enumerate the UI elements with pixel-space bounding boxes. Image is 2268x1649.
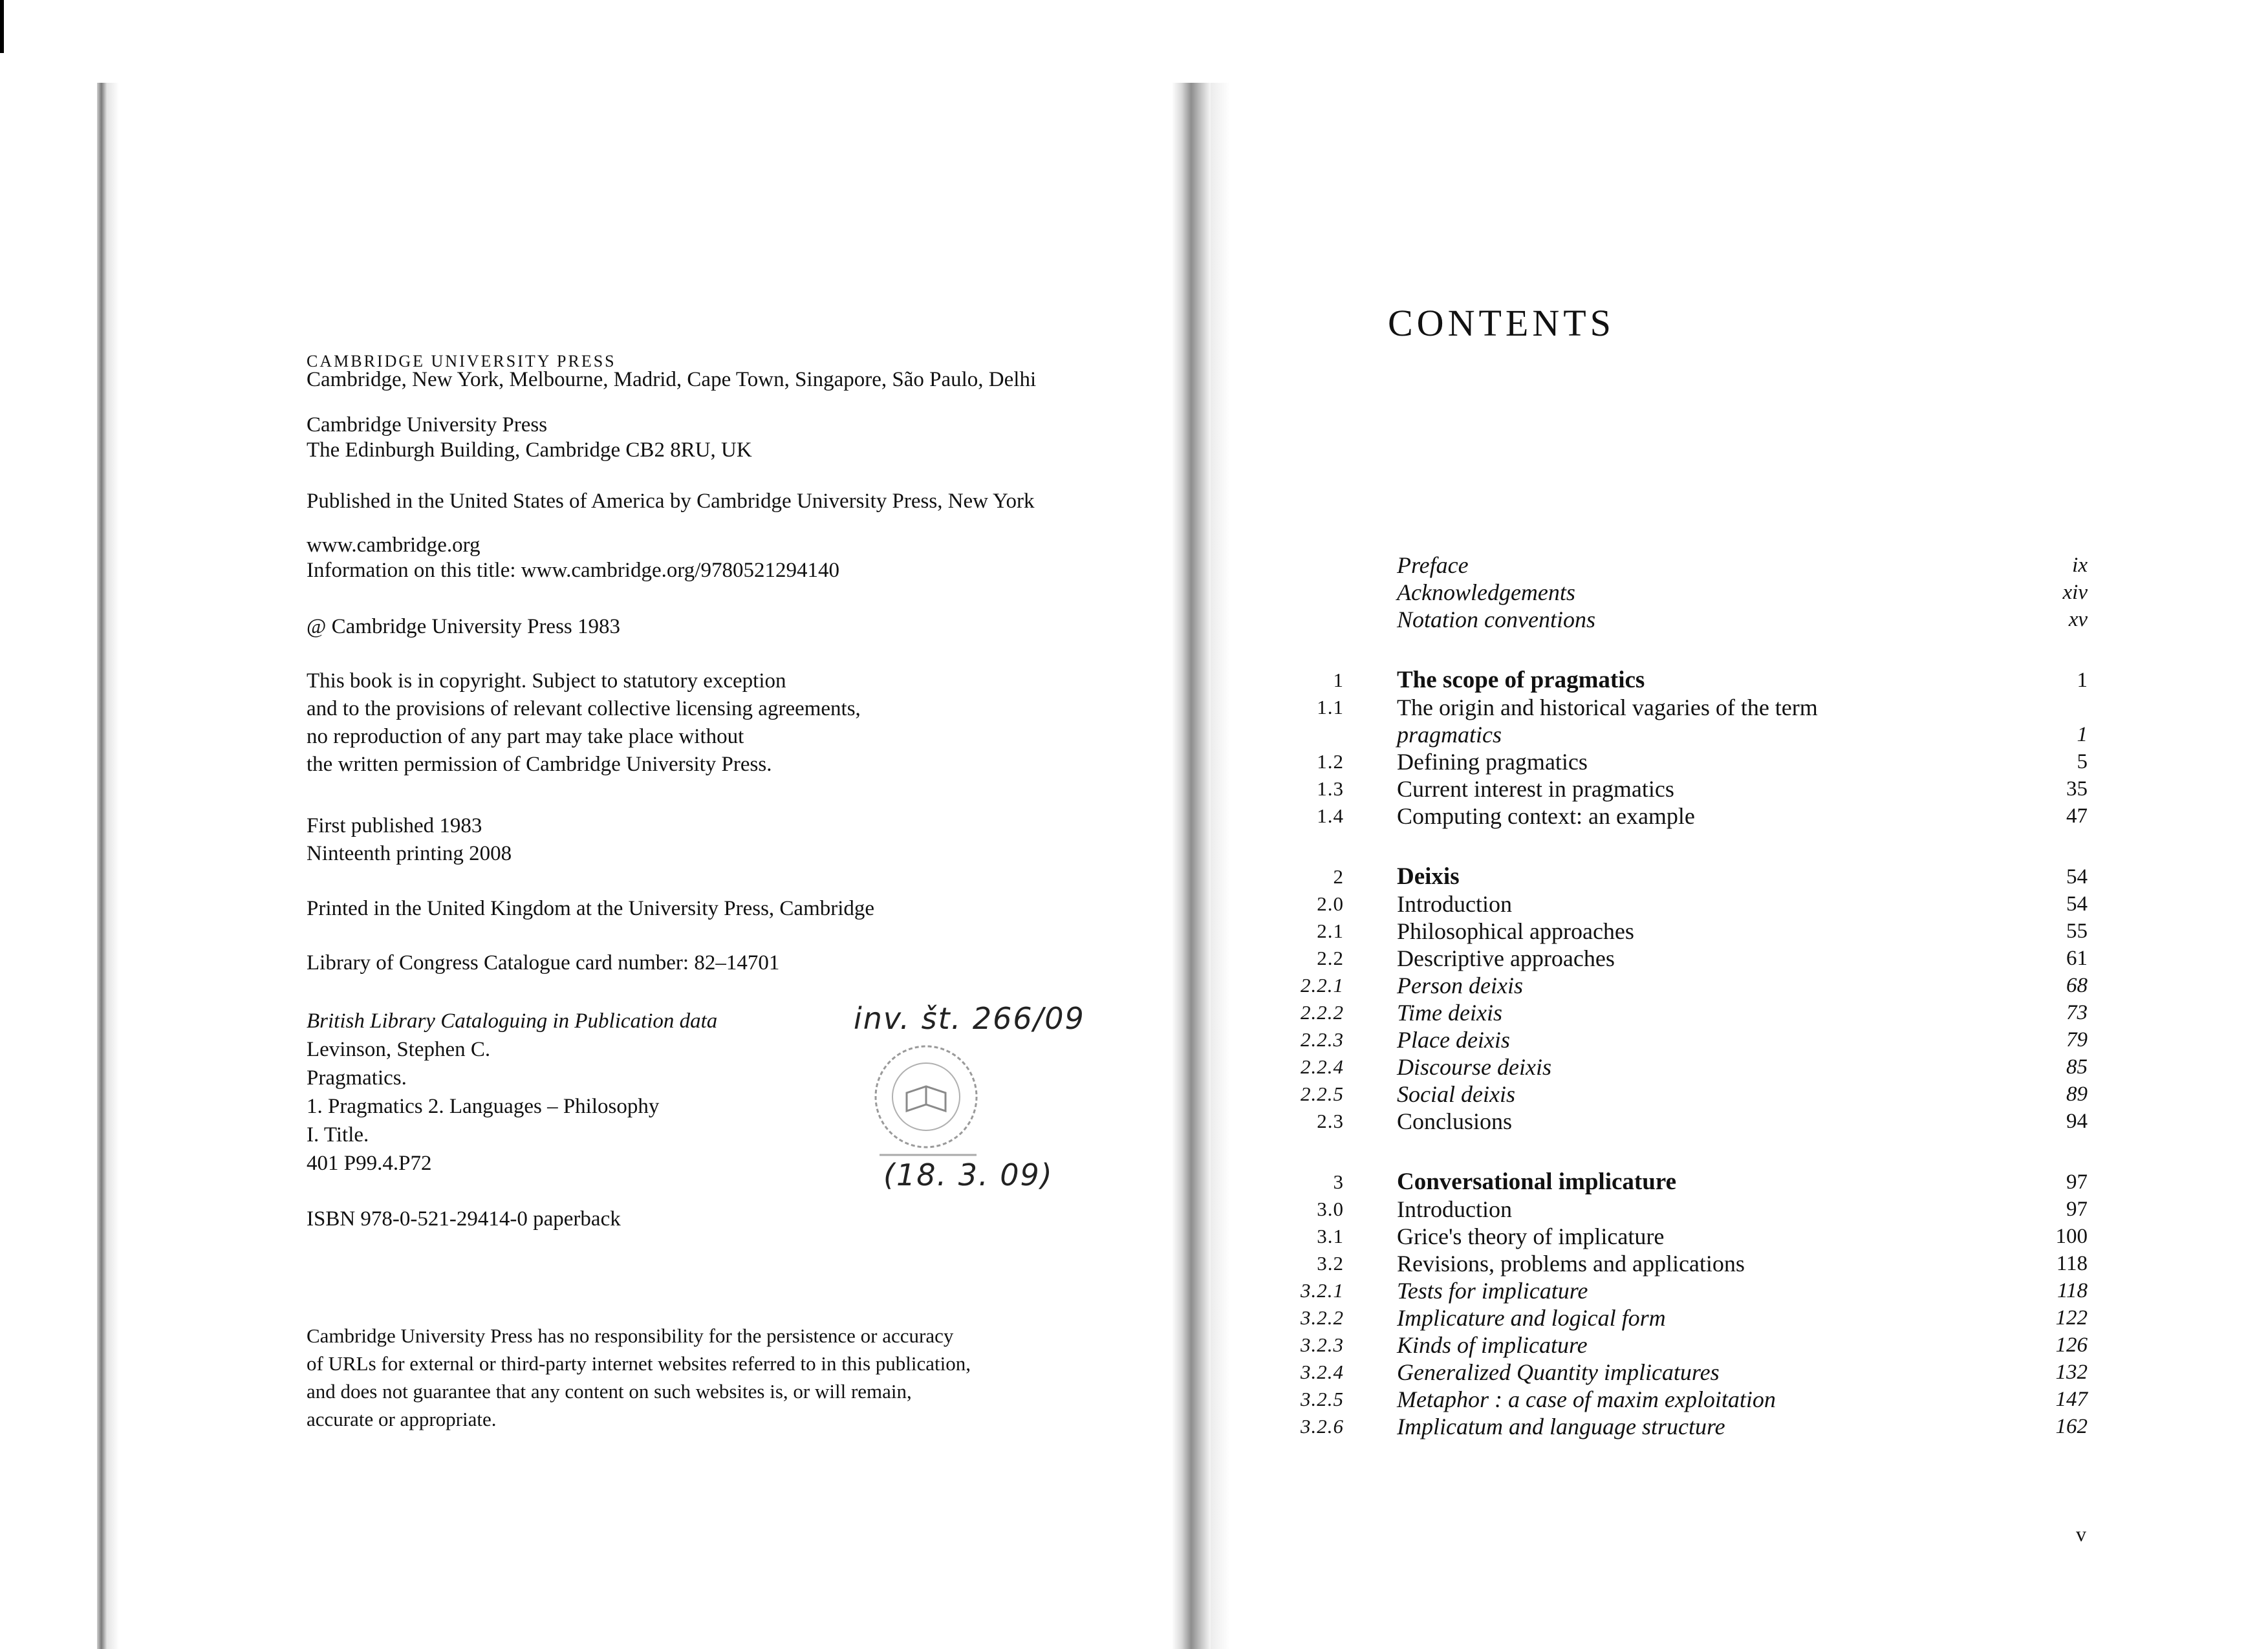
- toc-entry-number: 1: [1333, 669, 1344, 691]
- cip-line: Pragmatics.: [307, 1066, 407, 1090]
- page-folio: v: [2076, 1522, 2086, 1546]
- left-page-edge: [97, 83, 119, 1649]
- toc-entry-title: Social deixis: [1397, 1081, 1515, 1107]
- toc-entry-number: 3.2.3: [1301, 1333, 1344, 1356]
- toc-entry-page: 118: [2056, 1252, 2088, 1275]
- toc-entry: [1293, 944, 2095, 973]
- publisher-cities: Cambridge, New York, Melbourne, Madrid, Cape Town, Singapore, São Paulo, Delhi: [307, 368, 1037, 391]
- toc-entry-title: Implicatum and language structure: [1397, 1414, 1725, 1439]
- printing-note: Ninteenth printing 2008: [307, 842, 512, 865]
- toc-entry-title: Acknowledgements: [1397, 579, 1575, 605]
- toc-entry-number: 1.3: [1317, 777, 1344, 800]
- contents-title: CONTENTS: [1388, 302, 1615, 344]
- toc-entry-page: 97: [2066, 1170, 2088, 1194]
- toc-entry: [1293, 971, 2095, 1000]
- toc-entry: [1293, 1358, 2095, 1386]
- toc-entry: [1293, 1195, 2095, 1223]
- disclaimer-line: of URLs for external or third-party internet websites referred to in this publication,: [307, 1352, 971, 1375]
- toc-entry-number: 2.2.4: [1301, 1055, 1344, 1078]
- disclaimer-line: and does not guarantee that any content on such websites is, or will remain,: [307, 1380, 912, 1403]
- toc-entry: [1293, 775, 2095, 803]
- toc-entry-page: 73: [2066, 1001, 2088, 1024]
- toc-entry: [1293, 1107, 2095, 1136]
- toc-chapter-heading: [1293, 1168, 2095, 1196]
- toc-entry-title: Person deixis: [1397, 973, 1523, 998]
- first-published: First published 1983: [307, 814, 482, 837]
- toc-entry-title: Deixis: [1397, 863, 1460, 890]
- toc-entry-title: Implicature and logical form: [1397, 1305, 1666, 1331]
- toc-entry: [1293, 1222, 2095, 1251]
- cip-line: 1. Pragmatics 2. Languages – Philosophy: [307, 1095, 660, 1118]
- toc-entry-title: Generalized Quantity implicatures: [1397, 1359, 1720, 1385]
- us-publication-note: Published in the United States of America by Cambridge University Press, New York: [307, 490, 1035, 513]
- disclaimer-line: accurate or appropriate.: [307, 1408, 497, 1430]
- book-spine-shadow: [1172, 83, 1211, 1649]
- toc-entry-title: Time deixis: [1397, 1000, 1502, 1026]
- toc-entry: [1293, 720, 2095, 749]
- toc-entry-page: 35: [2066, 777, 2088, 801]
- toc-entry-number: 3.2: [1317, 1252, 1344, 1275]
- toc-entry-number: 2.2.3: [1301, 1028, 1344, 1051]
- toc-entry: [1293, 998, 2095, 1027]
- toc-entry-title: Metaphor : a case of maxim exploitation: [1397, 1386, 1776, 1412]
- toc-entry-title: Defining pragmatics: [1397, 749, 1588, 775]
- publisher-address-line-2: The Edinburgh Building, Cambridge CB2 8RU, UK: [307, 438, 752, 462]
- copyright-notice-line: and to the provisions of relevant collective licensing agreements,: [307, 697, 861, 720]
- toc-entry: [1293, 578, 2095, 607]
- toc-entry-title: Conversational implicature: [1397, 1169, 1676, 1195]
- toc-entry-number: 3.2.5: [1301, 1388, 1344, 1410]
- toc-entry-title: Current interest in pragmatics: [1397, 776, 1674, 802]
- toc-entry-page: 54: [2066, 892, 2088, 916]
- toc-entry-page: 122: [2055, 1306, 2088, 1330]
- stamp-inventory-handwriting: inv. št. 266/09: [854, 1001, 1085, 1036]
- toc-entry-number: 3.2.4: [1301, 1361, 1344, 1383]
- toc-entry: [1293, 748, 2095, 776]
- library-stamp-seal: [867, 1035, 1022, 1164]
- toc-entry-page: 132: [2055, 1361, 2088, 1384]
- copyright-notice-line: This book is in copyright. Subject to statutory exception: [307, 669, 786, 693]
- toc-entry: [1293, 605, 2095, 634]
- toc-entry-title: Grice's theory of implicature: [1397, 1223, 1665, 1249]
- toc-entry-title: The origin and historical vagaries of the term: [1397, 695, 1818, 720]
- right-page-gutter: [1211, 83, 1230, 1649]
- toc-entry-page: xv: [2068, 608, 2088, 631]
- toc-entry: [1293, 1331, 2095, 1359]
- toc-entry-number: 3: [1333, 1170, 1344, 1193]
- toc-entry-number: 1.4: [1317, 804, 1344, 827]
- toc-entry-title: pragmatics: [1397, 722, 1502, 748]
- toc-entry-page: 1: [2077, 723, 2088, 746]
- toc-entry-page: xiv: [2062, 581, 2088, 604]
- toc-entry: [1293, 551, 2095, 579]
- toc-entry-page: 85: [2066, 1055, 2088, 1079]
- copyright-notice-line: the written permission of Cambridge University Press.: [307, 753, 772, 776]
- toc-entry-number: 3.2.6: [1301, 1415, 1344, 1438]
- toc-entry: [1293, 693, 2095, 722]
- toc-entry-title: Place deixis: [1397, 1027, 1510, 1053]
- toc-entry-number: 2: [1333, 865, 1344, 888]
- toc-entry-title: Tests for implicature: [1397, 1278, 1588, 1304]
- toc-entry-page: 61: [2066, 947, 2088, 970]
- toc-entry-page: 68: [2066, 974, 2088, 997]
- scan-edge-mark: [0, 0, 4, 53]
- toc-entry-page: 1: [2077, 669, 2088, 692]
- toc-entry-number: 2.0: [1317, 892, 1344, 915]
- toc-entry-page: 47: [2066, 804, 2088, 828]
- copyright-line: @ Cambridge University Press 1983: [307, 615, 621, 638]
- toc-entry: [1293, 1080, 2095, 1108]
- isbn: ISBN 978-0-521-29414-0 paperback: [307, 1207, 621, 1231]
- toc-entry-title: Conclusions: [1397, 1108, 1513, 1134]
- toc-entry-title: Kinds of implicature: [1397, 1332, 1588, 1358]
- toc-entry: [1293, 1249, 2095, 1278]
- stamp-date-handwriting: (18. 3. 09): [883, 1158, 1053, 1192]
- toc-entry: [1293, 1026, 2095, 1054]
- printed-in-note: Printed in the United Kingdom at the University Press, Cambridge: [307, 897, 875, 920]
- copyright-notice-line: no reproduction of any part may take place without: [307, 725, 744, 748]
- toc-entry: [1293, 1277, 2095, 1305]
- toc-entry-title: Computing context: an example: [1397, 803, 1695, 829]
- toc-entry-number: 2.3: [1317, 1110, 1344, 1132]
- toc-entry-number: 2.2.1: [1301, 974, 1344, 997]
- toc-entry: [1293, 1053, 2095, 1081]
- publisher-address-line-1: Cambridge University Press: [307, 413, 548, 436]
- toc-entry-title: Preface: [1397, 552, 1469, 578]
- toc-entry-page: 94: [2066, 1110, 2088, 1133]
- toc-chapter-heading: [1293, 863, 2095, 891]
- toc-entry-page: 89: [2066, 1083, 2088, 1106]
- toc-entry-page: 97: [2066, 1198, 2088, 1221]
- toc-entry-number: 3.2.2: [1301, 1306, 1344, 1329]
- toc-entry-title: Notation conventions: [1397, 607, 1595, 632]
- toc-entry-number: 3.0: [1317, 1198, 1344, 1220]
- toc-entry-number: 3.1: [1317, 1225, 1344, 1247]
- toc-entry: [1293, 802, 2095, 830]
- toc-entry-title: Introduction: [1397, 1196, 1512, 1222]
- toc-entry-page: 126: [2055, 1333, 2088, 1357]
- toc-entry-page: 55: [2066, 920, 2088, 943]
- loc-card-number: Library of Congress Catalogue card number: 82–14701: [307, 951, 780, 975]
- toc-entry-page: 162: [2055, 1415, 2088, 1438]
- toc-entry-title: Discourse deixis: [1397, 1054, 1551, 1080]
- toc-entry: [1293, 890, 2095, 918]
- cip-line: Levinson, Stephen C.: [307, 1038, 491, 1061]
- toc-entry-page: 118: [2057, 1279, 2088, 1302]
- publisher-website: www.cambridge.org: [307, 534, 481, 557]
- toc-entry-number: 2.2.5: [1301, 1083, 1344, 1105]
- toc-entry-title: Descriptive approaches: [1397, 945, 1615, 971]
- toc-entry-number: 1.2: [1317, 750, 1344, 773]
- toc-entry-number: 2.1: [1317, 920, 1344, 942]
- disclaimer-line: Cambridge University Press has no responsibility for the persistence or accuracy: [307, 1324, 954, 1347]
- toc-entry-page: 54: [2066, 865, 2088, 889]
- toc-entry-number: 2.2.2: [1301, 1001, 1344, 1024]
- title-info-url: Information on this title: www.cambridge.org/9780521294140: [307, 559, 839, 582]
- toc-entry-title: Revisions, problems and applications: [1397, 1251, 1745, 1277]
- toc-entry-number: 3.2.1: [1301, 1279, 1344, 1302]
- toc-entry-page: 147: [2055, 1388, 2088, 1411]
- toc-entry-page: 5: [2077, 750, 2088, 773]
- toc-entry-page: ix: [2072, 554, 2088, 577]
- toc-entry-title: Philosophical approaches: [1397, 918, 1634, 944]
- toc-entry-number: 2.2: [1317, 947, 1344, 969]
- toc-entry: [1293, 917, 2095, 945]
- toc-chapter-heading: [1293, 666, 2095, 695]
- cip-heading: British Library Cataloguing in Publication data: [307, 1009, 718, 1033]
- toc-entry-title: Introduction: [1397, 891, 1512, 917]
- publisher-name: CAMBRIDGE UNIVERSITY PRESS: [307, 352, 616, 371]
- toc-entry: [1293, 1304, 2095, 1332]
- toc-entry-number: 1.1: [1317, 696, 1344, 718]
- toc-entry: [1293, 1385, 2095, 1414]
- toc-entry-title: The scope of pragmatics: [1397, 667, 1645, 693]
- toc-entry-page: 100: [2055, 1225, 2088, 1248]
- cip-line: 401 P99.4.P72: [307, 1152, 432, 1175]
- cip-line: I. Title.: [307, 1123, 369, 1147]
- toc-entry: [1293, 1412, 2095, 1441]
- toc-entry-page: 79: [2066, 1028, 2088, 1051]
